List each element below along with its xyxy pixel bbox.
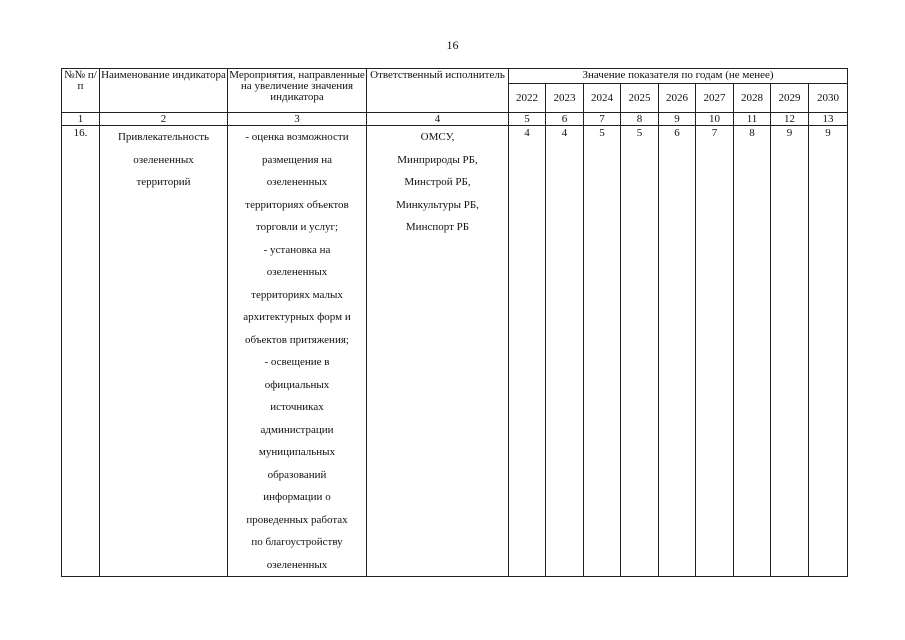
measures-line: официальных (264, 378, 330, 391)
measures-line: администрации (260, 423, 334, 436)
measures-line: территориях малых (251, 288, 343, 301)
indicator-name (100, 126, 228, 577)
year-cell: 2023 (546, 84, 584, 113)
responsible-line: Минспорт РБ (405, 221, 470, 233)
measures-line: архитектурных форм и (243, 311, 351, 323)
value-cell: 9 (809, 126, 848, 577)
header-measures: Мероприятия, направленные на увеличение значения индикатора (228, 69, 367, 113)
year-cell: 2028 (734, 84, 771, 113)
responsible (367, 126, 509, 577)
year-cell: 2029 (771, 84, 809, 113)
year-cell: 2024 (584, 84, 621, 113)
measures-line: озелененных (266, 176, 328, 188)
indicator-name-line: Привлекательность (117, 131, 210, 143)
measures-line: торговли и услуг; (255, 221, 339, 233)
row-number: 16. (62, 126, 100, 577)
measures-line: проведенных работах (246, 513, 348, 526)
measures-line: объектов притяжения; (245, 333, 349, 346)
measures-line: образований (267, 468, 327, 481)
value-cell: 6 (659, 126, 696, 577)
measures-line: - освещение в (264, 356, 330, 368)
year-cell: 2025 (621, 84, 659, 113)
value-cell: 9 (771, 126, 809, 577)
page-number: 16 (446, 38, 459, 52)
column-numbers-row (62, 113, 848, 126)
value-cell: 5 (584, 126, 621, 577)
measures-line: - установка на (263, 243, 331, 256)
year-cell: 2026 (659, 84, 696, 113)
header-responsible: Ответственный исполнитель (367, 69, 509, 113)
indicator-table (61, 68, 848, 577)
header-num: №№ п/п (62, 69, 100, 113)
column-number: 12 (771, 113, 809, 126)
column-number: 13 (809, 113, 848, 126)
measures (228, 126, 367, 577)
table-row (62, 126, 848, 577)
responsible-line: Минстрой РБ, (404, 176, 471, 188)
year-cell: 2022 (509, 84, 546, 113)
measures-line: озелененных (266, 558, 328, 571)
column-number: 6 (546, 113, 584, 126)
measures-line: озелененных (266, 266, 328, 278)
year-cell: 2027 (696, 84, 734, 113)
value-cell: 8 (734, 126, 771, 577)
column-number: 5 (509, 113, 546, 126)
column-number: 9 (659, 113, 696, 126)
value-cell: 4 (546, 126, 584, 577)
column-number: 7 (584, 113, 621, 126)
header-row (62, 69, 848, 84)
value-cell: 4 (509, 126, 546, 577)
measures-line: источниках (270, 401, 324, 413)
column-number: 1 (62, 113, 100, 126)
value-cell: 5 (621, 126, 659, 577)
measures-line: по благоустройству (251, 536, 343, 548)
column-number: 2 (100, 113, 228, 126)
measures-line: информации о (263, 491, 331, 503)
column-number: 10 (696, 113, 734, 126)
measures-line: - оценка возможности (245, 131, 349, 143)
responsible-line: Минкультуры РБ, (396, 198, 479, 211)
column-number: 8 (621, 113, 659, 126)
indicator-name-line: территорий (136, 176, 191, 188)
measures-line: размещения на (261, 153, 333, 166)
responsible-line: Минприроды РБ, (397, 153, 478, 166)
year-cell: 2030 (809, 84, 848, 113)
responsible-line: ОМСУ, (420, 131, 455, 143)
header-indicator-name: Наименование индикатора (100, 69, 228, 113)
measures-line: муниципальных (258, 446, 336, 458)
indicator-name-line: озелененных (133, 153, 194, 166)
measures-line: территориях объектов (245, 198, 349, 211)
column-number: 11 (734, 113, 771, 126)
header-values: Значение показателя по годам (не менее) (509, 69, 848, 84)
column-number: 4 (367, 113, 509, 126)
column-number: 3 (228, 113, 367, 126)
value-cell: 7 (696, 126, 734, 577)
